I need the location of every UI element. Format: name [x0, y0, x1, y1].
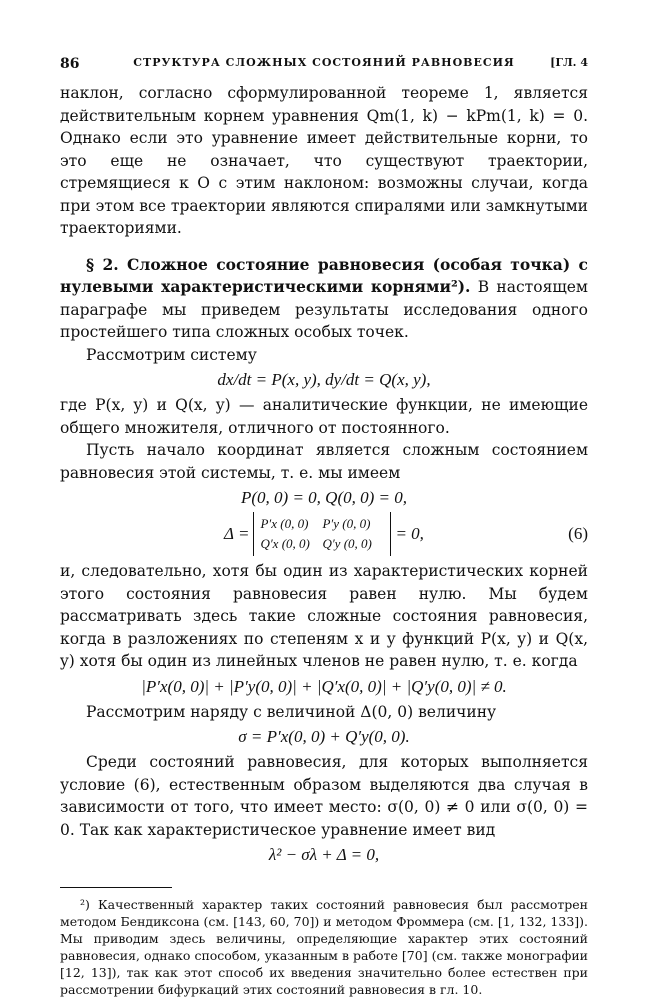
paragraph: Рассмотрим систему: [86, 345, 257, 364]
paragraph: где P(x, y) и Q(x, y) — аналитические функции, не имеющие общего множителя, отличного от постоянного.: [60, 396, 588, 437]
paragraph: Пусть начало координат является сложным состоянием равновесия этой системы, т. е. мы имеем: [60, 441, 588, 482]
footnote-text: ²) Качественный характер таких состояний равновесия был рассмотрен методом Бендиксона (см. [143, 60, 70]) и методом Фроммера (см. [1, 132, 133]). Мы приводим здесь величины, определяющие характер этих состояний равновесия, однако способом, указанным в работе [70] (см. также монографии [12, 13]), так как этот способ их введения значительно более естествен при рассмотрении бифуркаций этих состояний равновесия в гл. 10.: [60, 897, 588, 997]
paragraph: Среди состояний равновесия, для которых выполняется условие (6), естественным образом выделяются два случая в зависимости от того, что имеет место: σ(0, 0) ≠ 0 или σ(0, 0) = 0. Так как характеристическое уравнение имеет вид: [60, 753, 588, 839]
page-number: 86: [60, 56, 80, 72]
book-page: [60, 56, 588, 998]
paragraph: наклон, согласно сформулированной теореме 1, является действительным корнем уравнения Qm(1, k) − kPm(1, k) = 0. Однако если это уравнение имеет действительные корни, то это еще не означает, что существуют траектории, стремящиеся к O с этим наклоном: возможны случаи, когда при этом все траектории являются спиралями или замкнутыми траекториями.: [60, 84, 588, 237]
equation-number: (6): [568, 524, 588, 543]
det-cell: P′x (0, 0): [260, 516, 309, 531]
det-lhs: Δ =: [224, 524, 250, 543]
section-paragraph: [60, 254, 588, 344]
det-cell: P′y (0, 0): [322, 516, 371, 531]
det-cell: Q′x (0, 0): [260, 536, 310, 551]
paragraph: и, следовательно, хотя бы один из характеристических корней этого состояния равновесия равен нулю. Мы будем рассматривать здесь такие сложные состояния равновесия, когда в разложениях по степеням x и y функций P(x, y) и Q(x, y) хотя бы один из линейных членов не равен нулю, т. е. когда: [60, 562, 588, 670]
section-text: В настоящем параграфе мы приведем результаты исследования одного простейшего типа сложных особых точек.: [60, 278, 588, 341]
equation-system: dx/dt = P(x, y), dy/dt = Q(x, y),: [217, 370, 431, 389]
running-header: [60, 56, 588, 82]
footnote-rule: [60, 887, 172, 888]
chapter-label: [ГЛ. 4: [550, 56, 588, 69]
determinant-matrix: [253, 512, 391, 556]
equation-characteristic: λ² − σλ + Δ = 0,: [268, 845, 380, 864]
equation-zero: P(0, 0) = 0, Q(0, 0) = 0,: [241, 488, 407, 507]
det-cell: Q′y (0, 0): [322, 536, 372, 551]
footnote: [60, 896, 588, 998]
equation-sum: |P′x(0, 0)| + |P′y(0, 0)| + |Q′x(0, 0)| + |Q′y(0, 0)| ≠ 0.: [141, 676, 507, 696]
equation-sigma: σ = P′x(0, 0) + Q′y(0, 0).: [238, 727, 410, 746]
running-title: СТРУКТУРА СЛОЖНЫХ СОСТОЯНИЙ РАВНОВЕСИЯ: [133, 56, 515, 69]
paragraph: Рассмотрим наряду с величиной Δ(0, 0) величину: [86, 702, 497, 721]
det-rhs: = 0,: [395, 524, 424, 543]
section-heading: § 2. Сложное состояние равновесия (особая точка) с нулевыми характеристическими корнями²).: [60, 254, 588, 296]
equation-determinant: [60, 512, 588, 556]
